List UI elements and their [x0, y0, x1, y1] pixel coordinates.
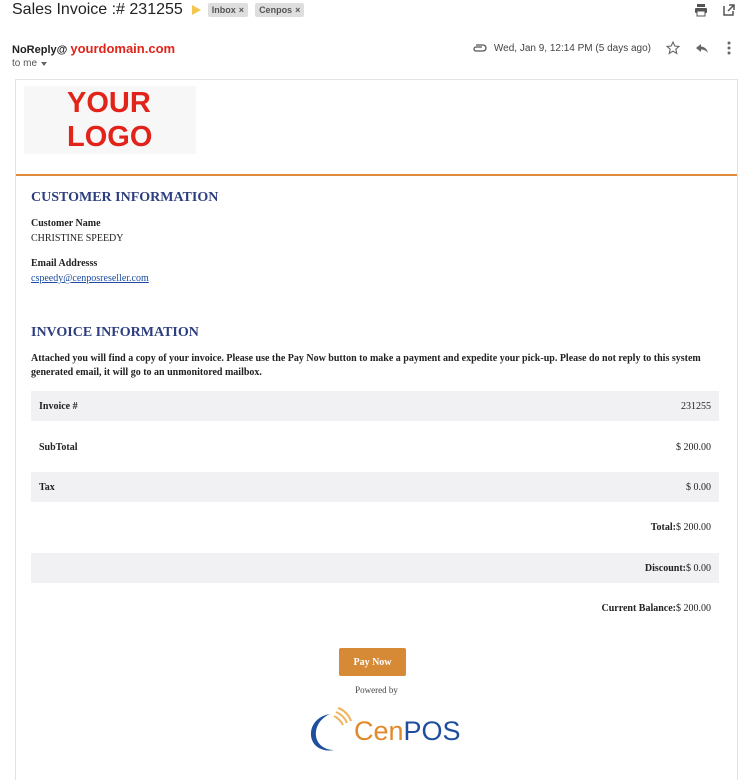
row-label: Invoice #	[39, 400, 78, 412]
total-value: $ 200.00	[676, 521, 711, 533]
discount-value: $ 0.00	[686, 562, 711, 574]
cenpos-wordmark	[354, 716, 461, 747]
open-in-new-window-icon[interactable]	[721, 2, 737, 18]
paperclip-icon	[472, 40, 488, 56]
row-value: $ 200.00	[676, 441, 711, 453]
label-chip-text: Inbox	[211, 5, 236, 15]
close-icon[interactable]: ×	[238, 5, 245, 15]
total-row	[31, 512, 719, 542]
balance-value: $ 200.00	[676, 602, 711, 614]
sender-domain: yourdomain.com	[70, 41, 176, 56]
label-chip-cenpos[interactable]	[255, 3, 304, 17]
email-meta	[472, 40, 737, 56]
powered-by-text: Powered by	[355, 685, 398, 695]
top-toolbar	[693, 2, 737, 18]
row-label: SubTotal	[39, 441, 78, 453]
balance-label: Current Balance:	[601, 602, 676, 614]
discount-row	[31, 553, 719, 583]
email-label: Email Addresss	[31, 258, 98, 269]
sender	[12, 40, 175, 58]
table-row	[31, 391, 719, 421]
cenpos-wordmark-pos: POS	[403, 716, 461, 746]
invoice-section-title: INVOICE INFORMATION	[31, 325, 199, 340]
logo-line-1: YOUR	[67, 87, 151, 119]
row-value: 231255	[681, 400, 711, 412]
recipient-toggle[interactable]	[12, 58, 47, 69]
invoice-intro-text: Attached you will find a copy of your invoice. Please use the Pay Now button to make a payment and expedite your pick-up. Please do not reply to this system generated email, it will go to an unmonitored mailbox.	[31, 353, 701, 378]
total-label: Total:	[650, 521, 676, 533]
customer-name-value: CHRISTINE SPEEDY	[31, 233, 124, 244]
label-chip-text: Cenpos	[259, 5, 293, 15]
table-row	[31, 472, 719, 502]
table-row	[31, 432, 719, 462]
cenpos-logo	[302, 706, 462, 758]
email-subject-row	[12, 0, 304, 20]
header-divider	[16, 174, 737, 176]
cenpos-swoosh-icon	[302, 706, 354, 758]
pay-now-button[interactable]: Pay Now	[339, 648, 406, 676]
more-vertical-icon[interactable]	[721, 40, 737, 56]
star-icon[interactable]	[665, 40, 681, 56]
email-value	[31, 273, 149, 284]
row-label: Tax	[39, 481, 55, 493]
company-logo	[24, 86, 196, 154]
label-chip-inbox[interactable]	[208, 3, 248, 17]
reply-icon[interactable]	[694, 40, 710, 56]
recipient-text: to me	[12, 58, 38, 69]
customer-name-label: Customer Name	[31, 218, 101, 229]
email-subject: Sales Invoice :# 231255	[12, 1, 183, 18]
close-icon[interactable]: ×	[295, 5, 301, 15]
customer-email-link[interactable]: cspeedy@cenposreseller.com	[31, 273, 149, 284]
row-value: $ 0.00	[686, 481, 711, 493]
email-date: Wed, Jan 9, 12:14 PM (5 days ago)	[493, 42, 651, 54]
print-icon[interactable]	[693, 2, 709, 18]
balance-row	[31, 593, 719, 623]
cenpos-wordmark-cen: Cen	[354, 716, 404, 746]
chevron-down-icon	[41, 62, 47, 66]
invoice-body	[15, 79, 738, 780]
sender-name: NoReply@	[12, 44, 68, 56]
logo-line-2: LOGO	[67, 121, 153, 153]
importance-arrow-icon[interactable]	[192, 5, 201, 15]
discount-label: Discount:	[644, 562, 686, 574]
customer-section-title: CUSTOMER INFORMATION	[31, 190, 219, 205]
